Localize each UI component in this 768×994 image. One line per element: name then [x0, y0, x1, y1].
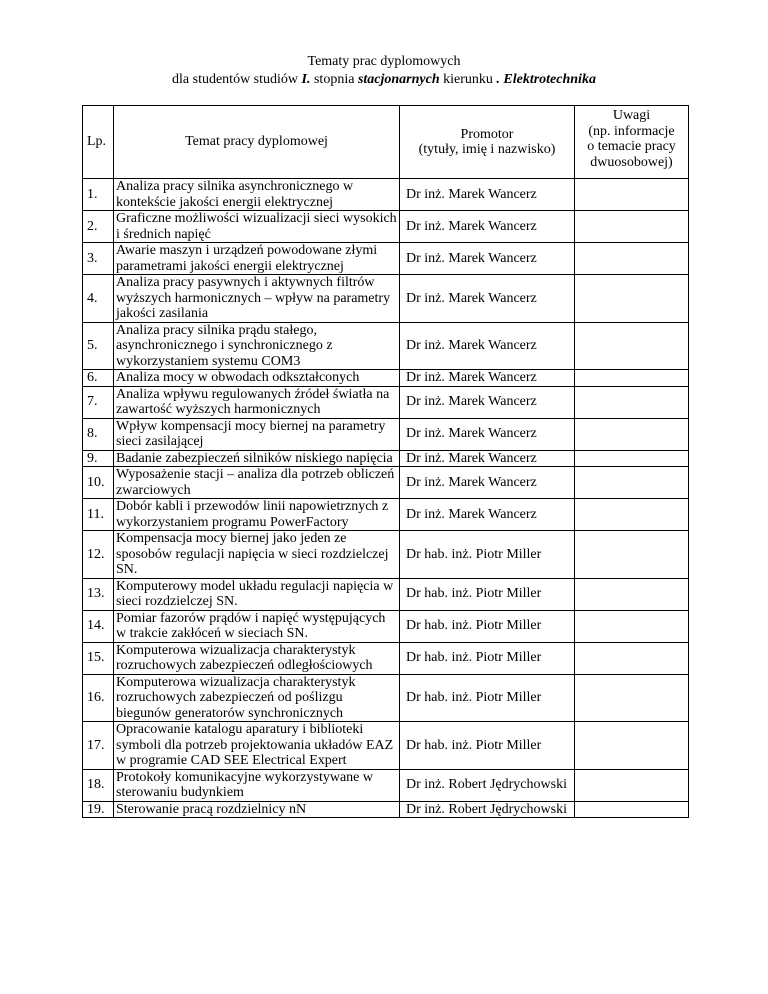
row-promotor: Dr hab. inż. Piotr Miller [400, 610, 575, 642]
row-promotor: Dr hab. inż. Piotr Miller [400, 722, 575, 770]
row-notes [575, 531, 689, 579]
row-topic: Protokoły komunikacyjne wykorzystywane w sterowaniu budynkiem [114, 769, 400, 801]
row-notes [575, 467, 689, 499]
row-number: 18. [83, 769, 114, 801]
table-row [83, 211, 689, 243]
row-number: 10. [83, 467, 114, 499]
row-number: 5. [83, 322, 114, 370]
row-notes [575, 769, 689, 801]
row-notes [575, 499, 689, 531]
row-promotor: Dr hab. inż. Piotr Miller [400, 674, 575, 722]
row-topic: Analiza pracy silnika asynchronicznego w kontekście jakości energii elektrycznej [114, 179, 400, 211]
table-row [83, 243, 689, 275]
row-notes [575, 243, 689, 275]
row-notes [575, 211, 689, 243]
row-number: 14. [83, 610, 114, 642]
row-notes [575, 450, 689, 467]
row-number: 1. [83, 179, 114, 211]
table-row [83, 722, 689, 770]
row-notes [575, 722, 689, 770]
notes-header-line4: dwuosobowej) [590, 154, 673, 170]
promotor-header-line2: (tytuły, imię i nazwisko) [418, 142, 556, 157]
row-promotor: Dr inż. Marek Wancerz [400, 275, 575, 323]
row-notes [575, 275, 689, 323]
row-topic: Wyposażenie stacji – analiza dla potrzeb obliczeń zwarciowych [114, 467, 400, 499]
row-notes [575, 642, 689, 674]
row-number: 11. [83, 499, 114, 531]
row-topic: Sterowanie pracą rozdzielnicy nN [114, 801, 400, 818]
col-header-promotor [400, 106, 575, 179]
row-promotor: Dr inż. Marek Wancerz [400, 418, 575, 450]
subtitle-text-b: stopnia [310, 72, 358, 87]
row-number: 3. [83, 243, 114, 275]
row-notes [575, 370, 689, 387]
row-promotor: Dr inż. Robert Jędrychowski [400, 801, 575, 818]
row-topic: Opracowanie katalogu aparatury i biblioteki symboli dla potrzeb projektowania układów EAZ w programie CAD SEE Electrical Expert [114, 722, 400, 770]
table-row [83, 418, 689, 450]
promotor-header-line1: Promotor [460, 126, 514, 142]
row-topic: Wpływ kompensacji mocy biernej na parametry sieci zasilającej [114, 418, 400, 450]
row-promotor: Dr inż. Robert Jędrychowski [400, 769, 575, 801]
row-number: 8. [83, 418, 114, 450]
row-topic: Kompensacja mocy biernej jako jeden ze sposobów regulacji napięcia w sieci rozdzielczej SN. [114, 531, 400, 579]
table-row [83, 467, 689, 499]
col-header-topic: Temat pracy dyplomowej [114, 106, 400, 179]
table-row [83, 674, 689, 722]
table-row [83, 322, 689, 370]
row-promotor: Dr inż. Marek Wancerz [400, 322, 575, 370]
row-promotor: Dr inż. Marek Wancerz [400, 370, 575, 387]
table-row [83, 801, 689, 818]
col-header-lp: Lp. [83, 106, 114, 179]
row-topic: Awarie maszyn i urządzeń powodowane złymi parametrami jakości energii elektrycznej [114, 243, 400, 275]
table-row [83, 578, 689, 610]
table-header-row [83, 106, 689, 179]
table-row [83, 386, 689, 418]
col-header-notes [575, 106, 689, 179]
table-row [83, 370, 689, 387]
table-row [83, 642, 689, 674]
table-row [83, 179, 689, 211]
row-notes [575, 322, 689, 370]
row-promotor: Dr inż. Marek Wancerz [400, 450, 575, 467]
study-level: I. [301, 72, 311, 87]
table-row [83, 610, 689, 642]
subtitle-text-c: kierunku [439, 72, 497, 87]
row-topic: Analiza pracy silnika prądu stałego, asynchronicznego i synchronicznego z wykorzystaniem systemu COM3 [114, 322, 400, 370]
row-number: 17. [83, 722, 114, 770]
row-notes [575, 386, 689, 418]
row-number: 4. [83, 275, 114, 323]
header-title: Tematy prac dyplomowych [307, 54, 461, 69]
table-row [83, 769, 689, 801]
row-notes [575, 610, 689, 642]
row-number: 15. [83, 642, 114, 674]
row-promotor: Dr hab. inż. Piotr Miller [400, 531, 575, 579]
thesis-topics-table [82, 105, 689, 818]
notes-header-line2: (np. informacje [588, 123, 675, 139]
table-row [83, 531, 689, 579]
row-promotor: Dr hab. inż. Piotr Miller [400, 578, 575, 610]
table-row [83, 275, 689, 323]
row-notes [575, 674, 689, 722]
row-notes [575, 801, 689, 818]
row-topic: Badanie zabezpieczeń silników niskiego napięcia [114, 450, 400, 467]
row-notes [575, 418, 689, 450]
header-subtitle [0, 71, 768, 89]
row-topic: Komputerowy model układu regulacji napięcia w sieci rozdzielczej SN. [114, 578, 400, 610]
row-promotor: Dr inż. Marek Wancerz [400, 243, 575, 275]
row-number: 13. [83, 578, 114, 610]
row-promotor: Dr inż. Marek Wancerz [400, 386, 575, 418]
table-row [83, 499, 689, 531]
field-of-study: . Elektrotechnika [496, 72, 596, 87]
notes-header-line3: o temacie pracy [587, 139, 676, 154]
row-number: 2. [83, 211, 114, 243]
row-promotor: Dr inż. Marek Wancerz [400, 179, 575, 211]
row-topic: Komputerowa wizualizacja charakterystyk rozruchowych zabezpieczeń odległościowych [114, 642, 400, 674]
table-row [83, 450, 689, 467]
row-number: 16. [83, 674, 114, 722]
row-topic: Dobór kabli i przewodów linii napowietrznych z wykorzystaniem programu PowerFactory [114, 499, 400, 531]
row-topic: Analiza wpływu regulowanych źródeł światła na zawartość wyższych harmonicznych [114, 386, 400, 418]
row-topic: Graficzne możliwości wizualizacji sieci wysokich i średnich napięć [114, 211, 400, 243]
row-number: 9. [83, 450, 114, 467]
row-notes [575, 578, 689, 610]
row-topic: Pomiar fazorów prądów i napięć występujących w trakcie zakłóceń w sieciach SN. [114, 610, 400, 642]
document-header [0, 53, 768, 89]
row-promotor: Dr inż. Marek Wancerz [400, 499, 575, 531]
subtitle-text-a: dla studentów studiów [172, 72, 302, 87]
row-notes [575, 179, 689, 211]
study-mode: stacjonarnych [357, 72, 440, 87]
row-topic: Analiza mocy w obwodach odkształconych [114, 370, 400, 387]
row-number: 12. [83, 531, 114, 579]
row-topic: Komputerowa wizualizacja charakterystyk rozruchowych zabezpieczeń od poślizgu biegunów generatorów synchronicznych [114, 674, 400, 722]
row-number: 7. [83, 386, 114, 418]
row-number: 6. [83, 370, 114, 387]
row-topic: Analiza pracy pasywnych i aktywnych filtrów wyższych harmonicznych – wpływ na parametry jakości zasilania [114, 275, 400, 323]
row-number: 19. [83, 801, 114, 818]
row-promotor: Dr inż. Marek Wancerz [400, 211, 575, 243]
notes-header-line1: Uwagi [612, 108, 651, 123]
row-promotor: Dr hab. inż. Piotr Miller [400, 642, 575, 674]
row-promotor: Dr inż. Marek Wancerz [400, 467, 575, 499]
